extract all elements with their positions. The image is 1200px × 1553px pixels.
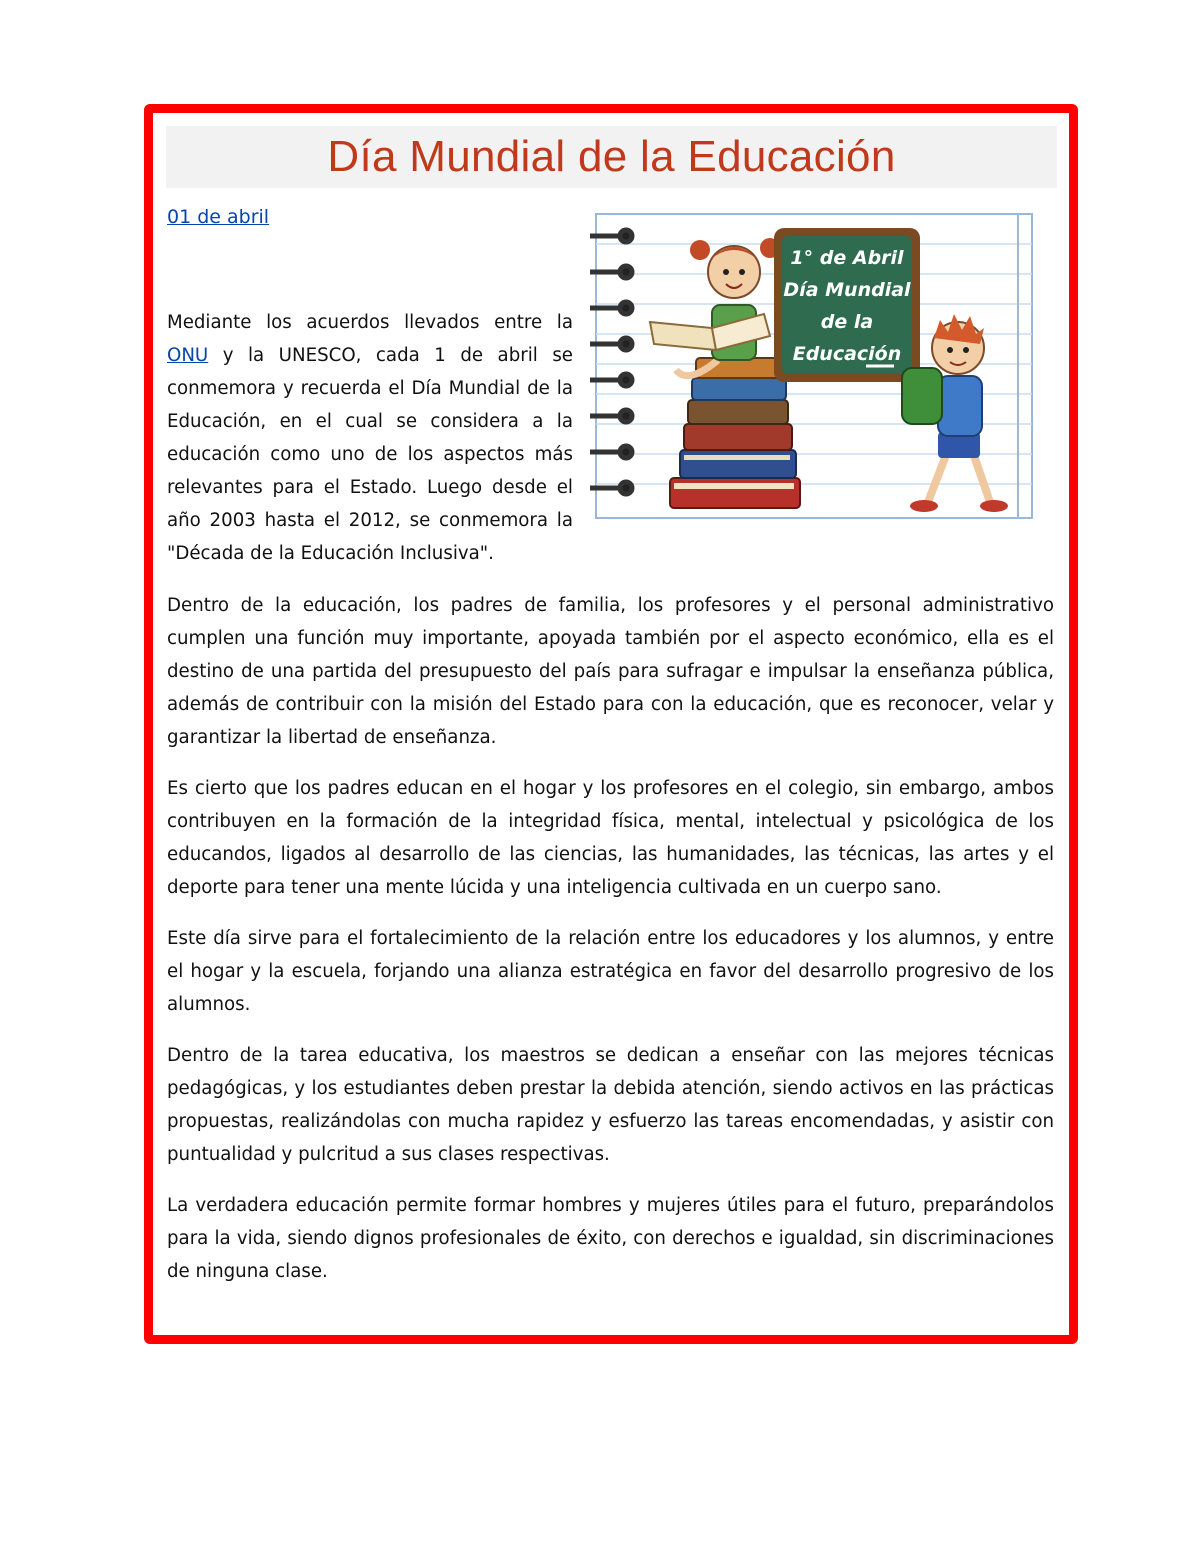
- board-line-4: Educación: [792, 343, 902, 365]
- board-line-2: Día Mundial: [783, 279, 911, 301]
- paragraph-2: Es cierto que los padres educan en el hogar y los profesores en el colegio, sin embargo, ambos contribuyen en la formación de la integridad física, mental, intelectual y psicológica de los educandos, ligados al desarrollo de las ciencias, las humanidades, las técnicas, las artes y el deporte para tener una mente lúcida y una inteligencia cultivada en un cuerpo sano.: [167, 778, 1054, 898]
- paragraph-1: Dentro de la educación, los padres de familia, los profesores y el personal administrativo cumplen una función muy importante, apoyada también por el aspecto económico, ella es el destino de una partida del presupuesto del país para sufragar e impulsar la enseñanza pública, además de contribuir con la misión del Estado para con la educación, que es reconocer, velar y garantizar la libertad de enseñanza.: [167, 595, 1054, 748]
- paragraph-3: Este día sirve para el fortalecimiento de la relación entre los educadores y los alumnos, y entre el hogar y la escuela, forjando una alianza estratégica en favor del desarrollo progresivo de los alumnos.: [167, 928, 1054, 1015]
- chalkboard: [774, 228, 920, 382]
- paragraph-4: Dentro de la tarea educativa, los maestros se dedican a enseñar con las mejores técnicas pedagógicas, y los estudiantes deben prestar la debida atención, siendo activos en las prácticas propuestas, realizándolas con mucha rapidez y esfuerzo las tareas encomendadas, y asistir con puntualidad y pulcritud a sus clases respectivas.: [167, 1045, 1054, 1165]
- onu-link[interactable]: ONU: [167, 345, 209, 366]
- date-link[interactable]: 01 de abril: [167, 206, 270, 228]
- board-line-1: 1° de Abril: [790, 247, 904, 269]
- page-title: Día Mundial de la Educación: [327, 132, 896, 181]
- intro-paragraph: [167, 306, 573, 570]
- board-line-3: de la: [820, 311, 874, 333]
- article-body: [167, 589, 1054, 1306]
- title-bar: [166, 126, 1057, 188]
- intro-text-start: Mediante los acuerdos llevados entre la: [167, 312, 573, 333]
- paragraph-5: La verdadera educación permite formar hombres y mujeres útiles para el futuro, preparándolos para la vida, siendo dignos profesionales de éxito, con derechos e igualdad, sin discriminaciones de ninguna clase.: [167, 1195, 1054, 1282]
- education-day-illustration: [588, 210, 1036, 522]
- intro-text-end: y la UNESCO, cada 1 de abril se conmemora y recuerda el Día Mundial de la Educación, en el cual se considera a la educación como uno de los aspectos más relevantes para el Estado. Luego desde el año 2003 hasta el 2012, se conmemora la "Década de la Educación Inclusiva".: [167, 345, 573, 564]
